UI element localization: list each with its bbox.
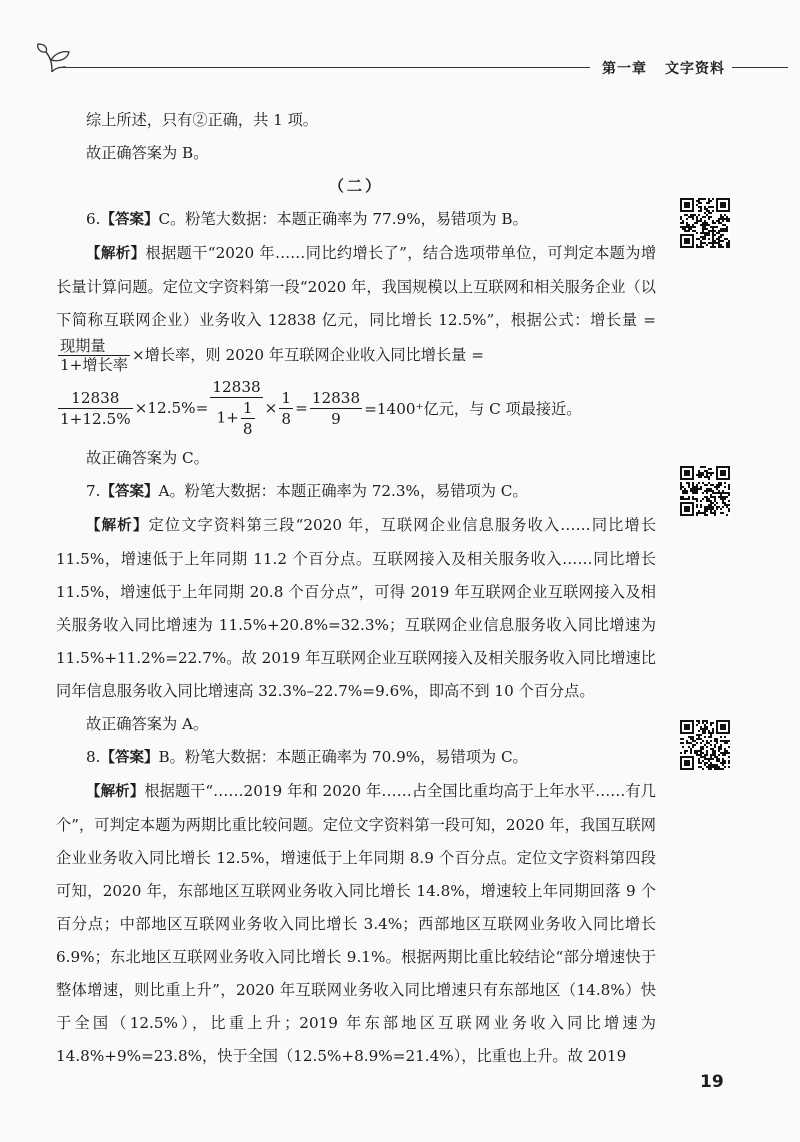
q6-frac-b-den xyxy=(210,398,262,439)
chapter-title xyxy=(602,58,725,78)
q6-conclusion: 故正确答案为 C。 xyxy=(86,449,209,467)
q6-formula-mul: ×12.5%= xyxy=(134,399,209,417)
q6-frac-a-den: 1+12.5% xyxy=(60,409,131,428)
q6-analysis-tag: 【解析】 xyxy=(86,246,146,262)
q6-formula-result: =1400⁺亿元，与 C 项最接近。 xyxy=(364,399,582,418)
q8-answer-tag: 【答案】 xyxy=(100,750,159,766)
q6-answer-tag: 【答案】 xyxy=(100,212,159,228)
q6-frac-d xyxy=(310,388,362,429)
q6-frac-d-num: 12838 xyxy=(311,388,361,407)
q6-frac-c xyxy=(279,388,293,429)
q6-number: 6. xyxy=(86,210,101,228)
q8-number: 8. xyxy=(86,748,101,766)
q6-frac-c-den: 8 xyxy=(281,409,292,428)
q6-answer-text: C。粉笔大数据：本题正确率为 77.9%，易错项为 B。 xyxy=(158,210,528,228)
qr-code-icon[interactable] xyxy=(680,198,730,248)
q8-analysis-text: 根据题干“……2019 年和 2020 年……占全国比重均高于上年水平……有几个”，可判定本题为两期比重比较问题。定位文字资料第一段可知，2020 年，我国互联网企业业务收入同比增长 12.5%，增速低于上年同期 8.9 个百分点。定位文字资料第四段可知，2020 年，东部地区互联网业务收入同比增长 14.8%，增速较上年同期回落 9 个百分点；中部地区互联网业务收入同比增长 3.4%；西部地区互联网业务收入同比增长 6.9%；东北地区互联网业务收入同比增长 9.1%。根据两期比重比较结论“部分增速快于整体增速，则比重上升”，2020 年互联网业务收入同比增速只有东部地区（14.8%）快于全国（12.5%），比重上升；2019 年东部地区互联网业务收入同比增速为 14.8%+9%=23.8%，快于全国（12.5%+8.9%=21.4%），比重也上升。故 2019 xyxy=(56,782,656,1065)
q7-analysis-text: 定位文字资料第三段“2020 年，互联网企业信息服务收入……同比增长 11.5%，增速低于上年同期 11.2 个百分点。互联网接入及相关服务收入……同比增长 11.5%，增速低于上年同期 20.8 个百分点”，可得 2019 年互联网企业互联网接入及相关服务收入同比增速为 11.5%+20.8%=32.3%；互联网企业信息服务收入同比增速为 11.5%+11.2%=22.7%。故 2019 年互联网企业互联网接入及相关服务收入同比增速比同年信息服务收入同比增速高 32.3%–22.7%=9.6%，即高不到 10 个百分点。 xyxy=(56,516,657,700)
q7-answer xyxy=(56,475,656,509)
q8-analysis xyxy=(56,775,656,1073)
q7-answer-text: A。粉笔大数据：本题正确率为 72.3%，易错项为 C。 xyxy=(158,482,528,500)
q8-answer xyxy=(56,741,656,775)
chapter-section: 文字资料 xyxy=(665,61,725,77)
page-header xyxy=(0,0,800,90)
q6-answer xyxy=(56,203,656,237)
q8-answer-text: B。粉笔大数据：本题正确率为 70.9%，易错项为 C。 xyxy=(158,748,528,766)
q6-frac-growth-num: 现期量 xyxy=(58,337,130,356)
q7-number: 7. xyxy=(86,482,101,500)
q6-frac-growth-den: 1+增长率 xyxy=(60,356,128,374)
q6-formula-prefix: 增长量 = xyxy=(590,311,657,329)
q6-frac-a xyxy=(58,388,133,429)
header-rule-right xyxy=(732,67,788,68)
page-content xyxy=(56,104,656,1073)
header-rule-left xyxy=(58,67,590,68)
q6-formula-times: × xyxy=(264,399,278,417)
qr-code-icon[interactable] xyxy=(680,466,730,516)
q6-formula-eq: = xyxy=(295,399,308,417)
answer-line: 故正确答案为 B。 xyxy=(86,144,209,162)
q6-formula-2 xyxy=(56,374,656,442)
q6-frac-growth xyxy=(58,337,130,374)
q8-analysis-tag: 【解析】 xyxy=(86,784,145,800)
section-mark: （二） xyxy=(328,177,384,195)
q6-frac-b xyxy=(210,377,262,439)
q7-analysis-tag: 【解析】 xyxy=(86,518,149,534)
q6-analysis-text: 根据题干“2020 年……同比约增长了”，结合选项带单位，可判定本题为增长量计算问题。定位文字资料第一段“2020 年，我国规模以上互联网和相关服务企业（以下简称互联网企业）业务收入 12838 亿元，同比增长 12.5%”，根据公式： xyxy=(56,244,657,329)
q6-frac-d-den: 9 xyxy=(331,409,341,428)
sprout-leaf-icon xyxy=(36,42,72,76)
q6-frac-b-den-prefix: 1+ xyxy=(216,408,239,427)
page-number: 19 xyxy=(700,1072,724,1092)
q6-frac-b-num: 12838 xyxy=(212,378,261,396)
q6-frac-c-num: 1 xyxy=(281,388,292,407)
q6-analysis xyxy=(56,237,656,374)
q7-analysis xyxy=(56,509,656,708)
q6-frac-inner-den: 8 xyxy=(242,420,253,438)
q6-formula-mid: ×增长率，则 2020 年互联网企业收入同比增长量 = xyxy=(131,345,484,364)
q6-frac-inner-num: 1 xyxy=(242,399,253,417)
q7-answer-tag: 【答案】 xyxy=(100,484,159,500)
qr-code-icon[interactable] xyxy=(680,720,730,770)
q6-frac-a-num: 12838 xyxy=(58,388,133,409)
q7-conclusion: 故正确答案为 A。 xyxy=(86,715,209,733)
chapter-number: 第一章 xyxy=(602,61,647,77)
summary-line: 综上所述，只有②正确，共 1 项。 xyxy=(86,111,318,129)
q6-frac-inner xyxy=(241,398,255,439)
